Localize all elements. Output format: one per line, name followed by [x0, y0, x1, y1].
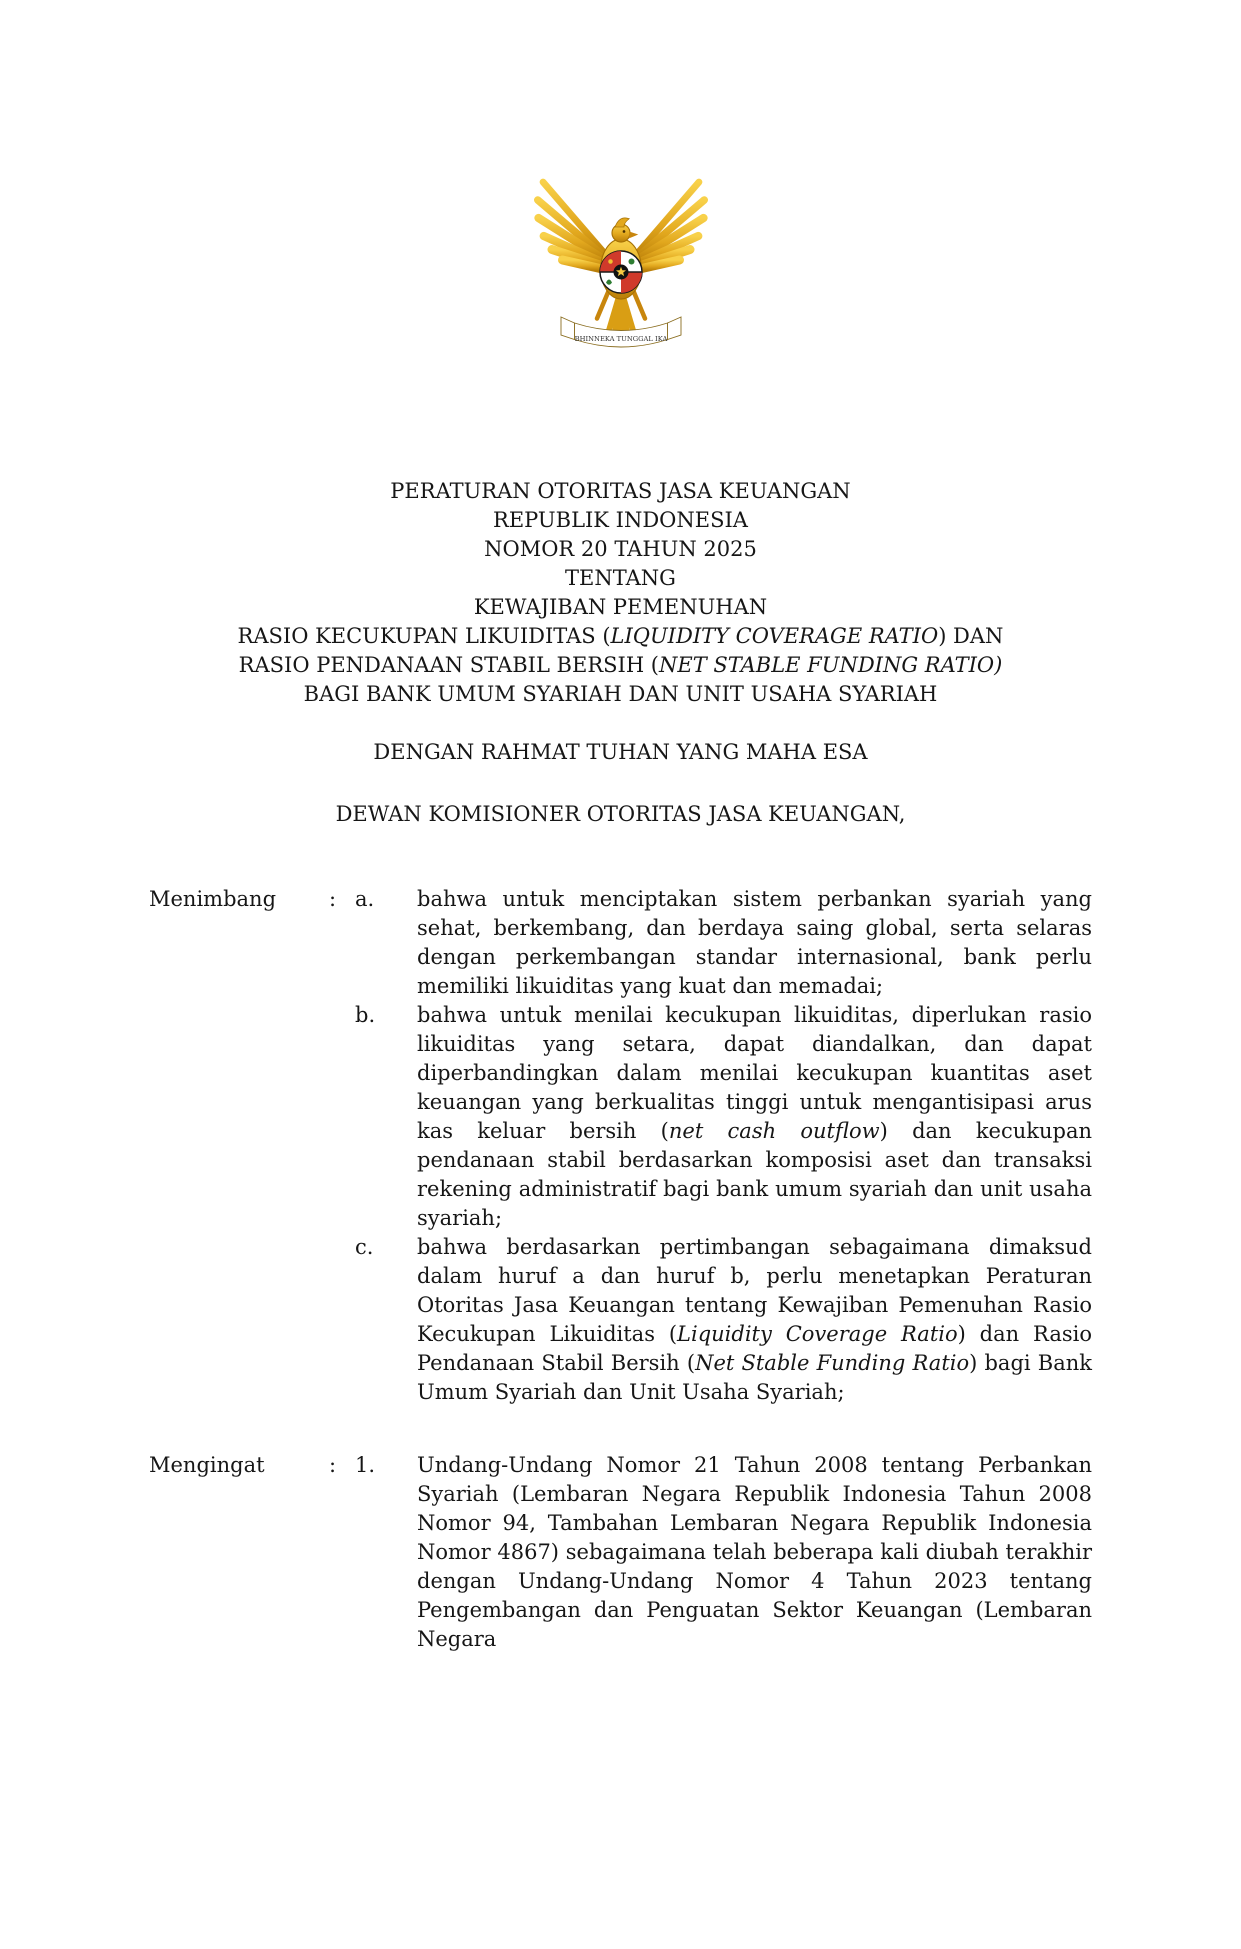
item-text: bahwa berdasarkan pertimbangan sebagaimana dimaksud dalam huruf a dan huruf b, perlu menetapkan Peraturan Otoritas Jasa Keuangan tentang Kewajiban Pemenuhan Rasio Kecukupan Likuiditas (Liquidity Coverage Ratio) dan Rasio Pendanaan Stabil Bersih (Net Stable Funding Ratio) bagi Bank Umum Syariah dan Unit Usaha Syariah; [417, 1235, 1092, 1404]
mengingat-colon: : [329, 1453, 337, 1477]
title-line-1: PERATURAN OTORITAS JASA KEUANGAN [390, 479, 851, 503]
list-item [355, 1233, 1092, 1407]
mengingat-label: Mengingat [149, 1453, 265, 1477]
menimbang-label: Menimbang [149, 887, 277, 911]
menimbang-colon: : [329, 887, 337, 911]
list-item [355, 1001, 1092, 1233]
chain-icon [608, 259, 613, 264]
preamble-clauses [0, 885, 1241, 1654]
title-line-7: RASIO PENDANAAN STABIL BERSIH (NET STABLE FUNDING RATIO) [238, 653, 1003, 677]
mengingat-items [355, 1451, 1092, 1654]
title-line-5: KEWAJIBAN PEMENUHAN [473, 595, 768, 619]
left-wing-icon [537, 182, 608, 271]
banner-motto-text: BHINNEKA TUNGGAL IKA [574, 335, 667, 343]
menimbang-section [149, 885, 1092, 1407]
right-wing-icon [633, 182, 704, 271]
document-title-block [0, 477, 1241, 709]
menimbang-items [355, 885, 1092, 1407]
item-text: bahwa untuk menciptakan sistem perbankan syariah yang sehat, berkembang, dan berdaya saing global, serta selaras dengan perkembangan standar internasional, bank perlu memiliki likuiditas yang kuat dan memadai; [417, 887, 1092, 998]
crest-icon [615, 218, 629, 227]
title-line-4: TENTANG [565, 566, 676, 590]
title-line-2: REPUBLIK INDONESIA [493, 508, 748, 532]
list-item [355, 1451, 1092, 1654]
banyan-tree-icon [628, 259, 634, 265]
item-text: Undang-Undang Nomor 21 Tahun 2008 tentang Perbankan Syariah (Lembaran Negara Republik Indonesia Tahun 2008 Nomor 94, Tambahan Lembaran Negara Republik Indonesia Nomor 4867) sebagaimana telah beberapa kali diubah terakhir dengan Undang-Undang Nomor 4 Tahun 2023 tentang Pengembangan dan Penguatan Sektor Keuangan (Lembaran Negara [417, 1453, 1092, 1651]
beak-icon [629, 232, 638, 239]
item-marker: a. [355, 887, 375, 911]
title-line-8: BAGI BANK UMUM SYARIAH DAN UNIT USAHA SYARIAH [303, 682, 938, 706]
garuda-pancasila-emblem [0, 0, 1241, 365]
issuing-authority: DEWAN KOMISIONER OTORITAS JASA KEUANGAN, [335, 802, 906, 826]
item-marker: c. [355, 1235, 374, 1259]
item-marker: b. [355, 1003, 376, 1027]
pancasila-shield [600, 251, 642, 293]
item-marker: 1. [355, 1453, 376, 1477]
eye-icon [622, 230, 625, 233]
title-line-3: NOMOR 20 TAHUN 2025 [484, 537, 757, 561]
garuda-emblem-graphic [531, 170, 711, 365]
item-text: bahwa untuk menilai kecukupan likuiditas, diperlukan rasio likuiditas yang setara, dapat diandalkan, dan dapat diperbandingkan dalam menilai kecukupan kuantitas aset keuangan yang berkualitas tinggi untuk mengantisipasi arus kas keluar bersih (net cash outflow) dan kecukupan pendanaan stabil berdasarkan komposisi aset dan transaksi rekening administratif bagi bank umum syariah dan unit usaha syariah; [417, 1003, 1093, 1230]
title-line-6: RASIO KECUKUPAN LIKUIDITAS (LIQUIDITY COVERAGE RATIO) DAN [237, 624, 1004, 648]
mengingat-section [149, 1451, 1092, 1654]
grace-invocation: DENGAN RAHMAT TUHAN YANG MAHA ESA [373, 740, 868, 764]
list-item [355, 885, 1092, 1001]
